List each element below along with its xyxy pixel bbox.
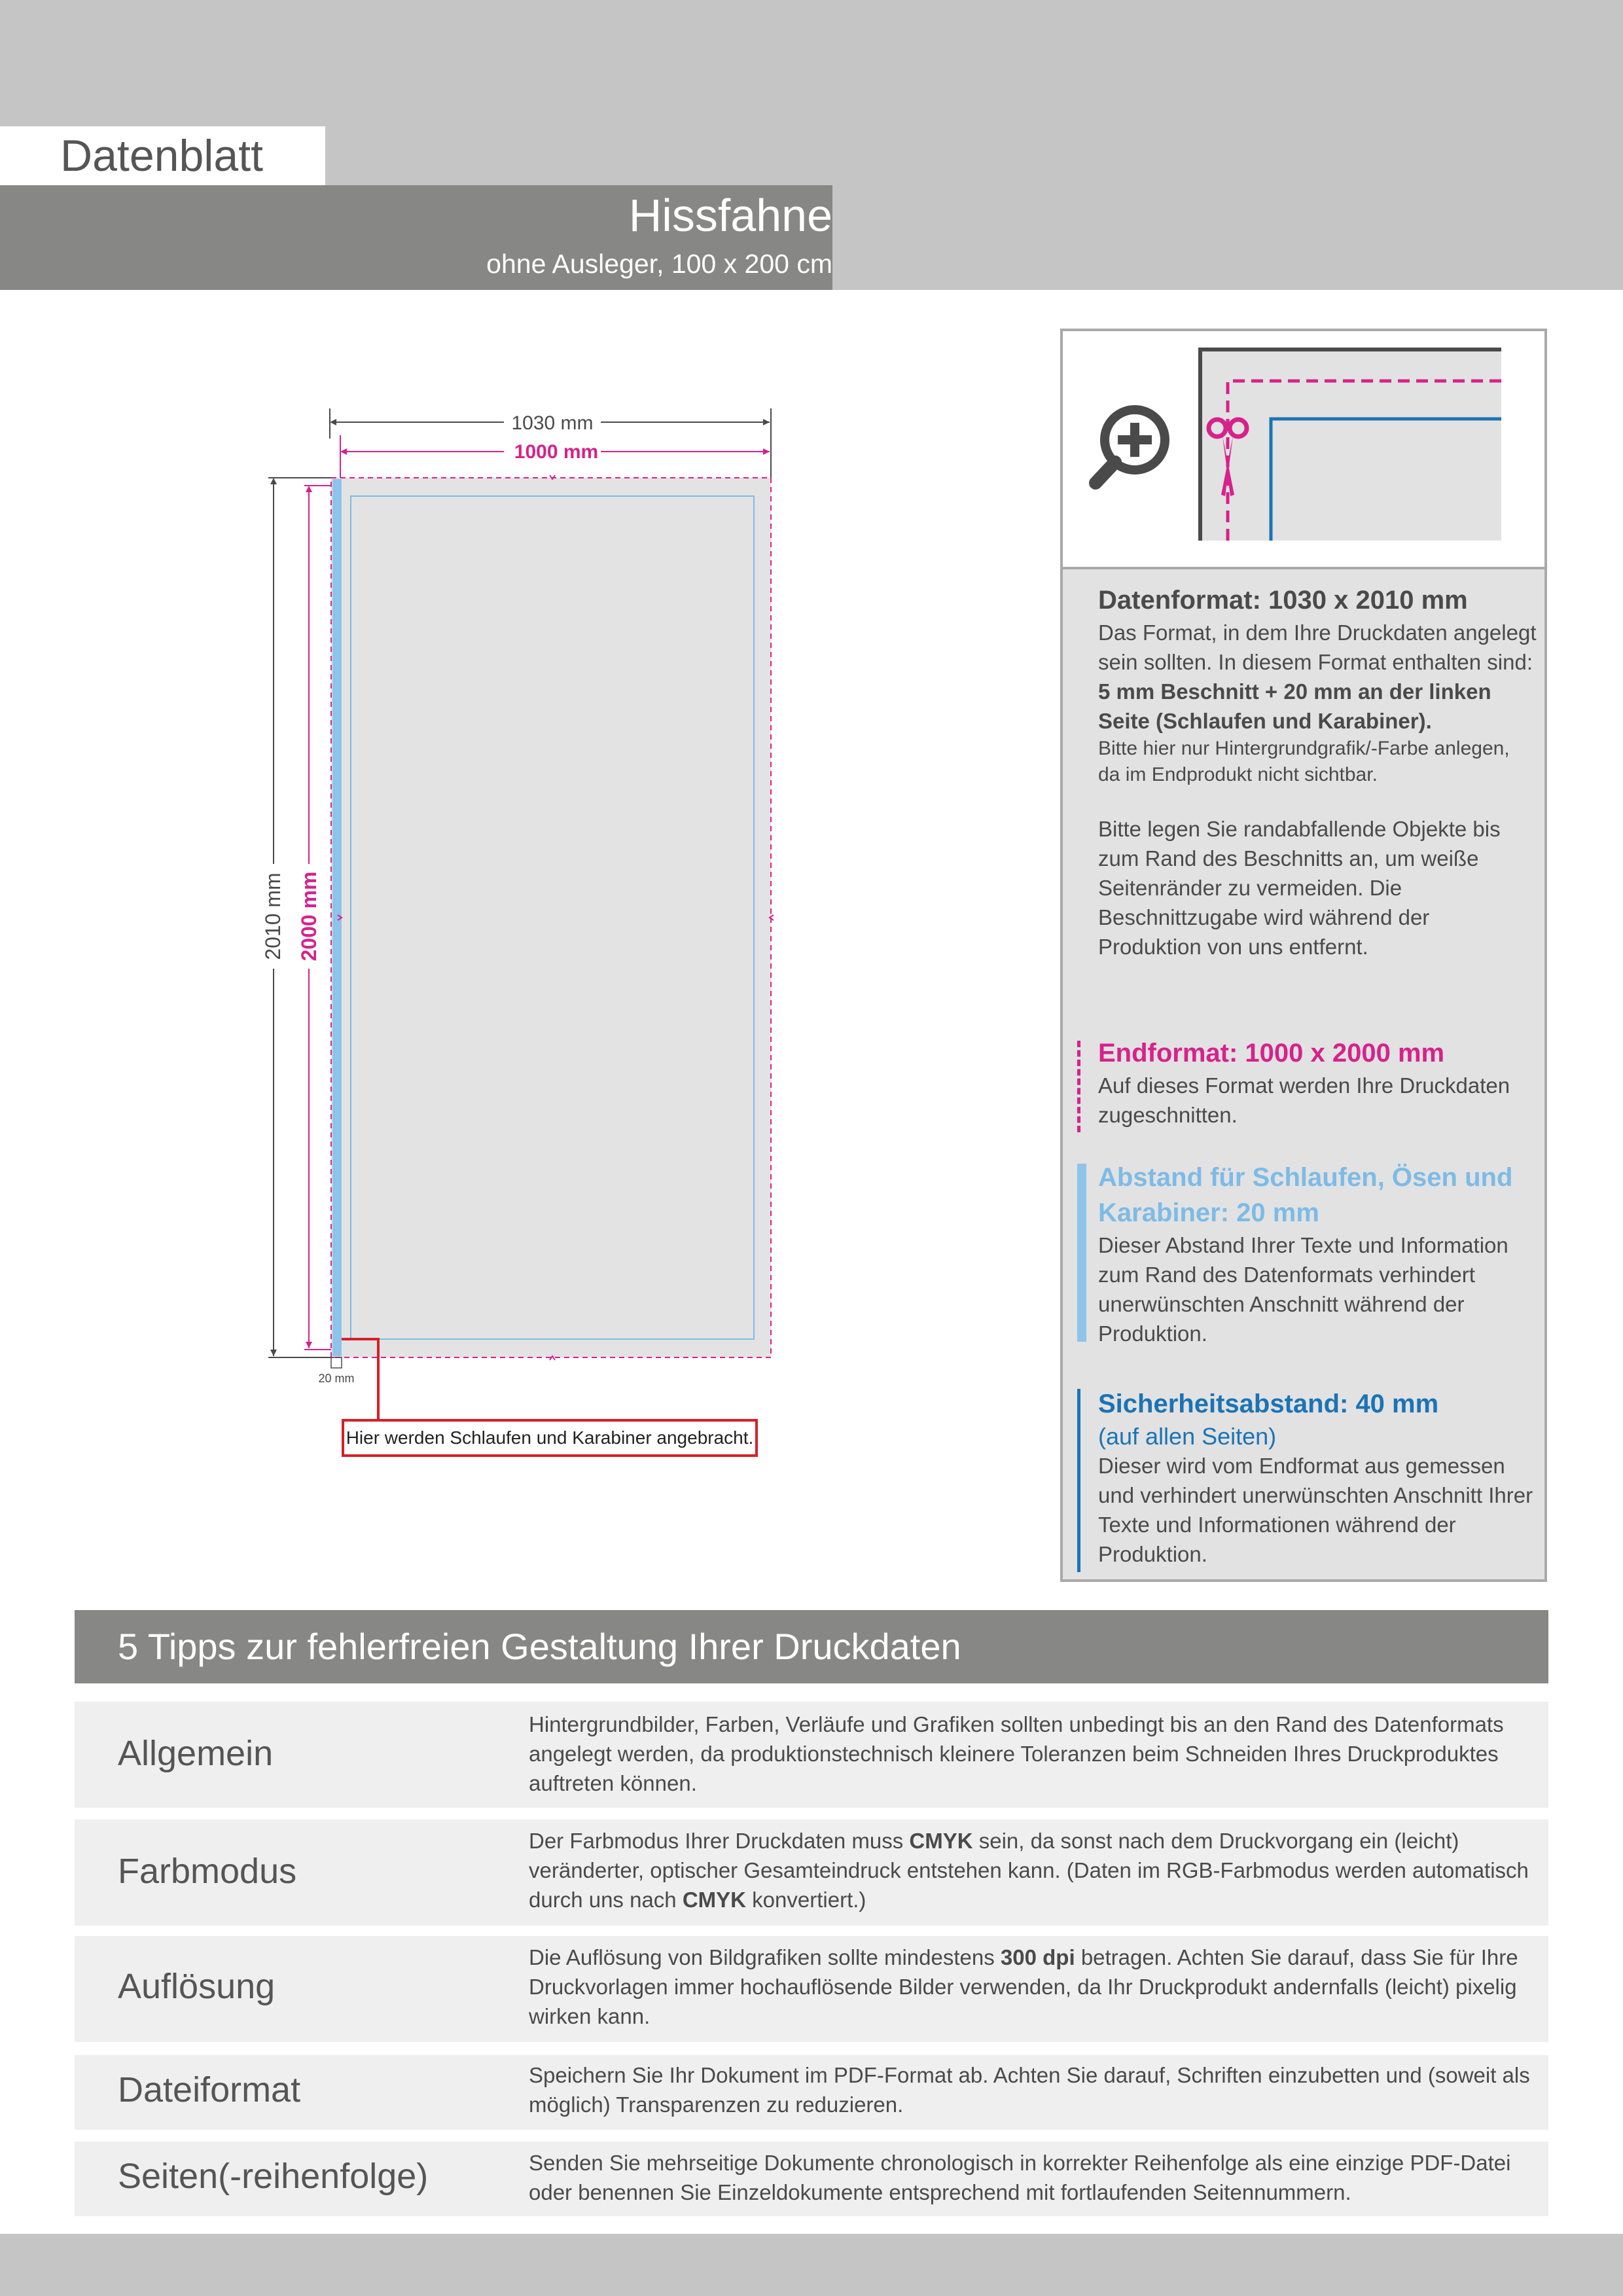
format-diagram xyxy=(236,393,825,1473)
corner-detail xyxy=(1200,350,1501,541)
abstand-marker xyxy=(1077,1164,1086,1342)
sicherheit-marker xyxy=(1077,1389,1080,1572)
left-margin-label: 20 mm xyxy=(318,1372,355,1385)
height-inner-label: 2000 mm xyxy=(297,871,321,961)
product-subtitle: ohne Ausleger, 100 x 200 cm xyxy=(486,249,832,279)
sicherheit-text: Dieser wird vom Endformat aus gemessen und verhindert unerwünschten Anschnitt Ihrer Texte und Informationen während der Produktion. xyxy=(1098,1454,1533,1566)
abstand-title: Abstand für Schlaufen, Ösen und Karabiner: 20 mm xyxy=(1098,1163,1513,1227)
endformat-title: Endformat: 1000 x 2000 mm xyxy=(1098,1039,1445,1067)
width-outer-label: 1030 mm xyxy=(511,412,594,434)
endformat-text: Auf dieses Format werden Ihre Druckdaten zugeschnitten. xyxy=(1098,1073,1510,1127)
abstand-section xyxy=(1098,1160,1537,1348)
zoom-detail xyxy=(1063,331,1544,569)
tip-label-farbmodus: Farbmodus xyxy=(118,1852,297,1891)
datenformat-note: Bitte hier nur Hintergrundgrafik/-Farbe anlegen, da im Endprodukt nicht sichtbar. xyxy=(1098,738,1510,785)
tip-text-aufloesung: Die Auflösung von Bildgrafiken sollte mindestens 300 dpi betragen. Achten Sie darauf, dass Sie für Ihre Druckvorlagen immer hochauflösende Bilder verwenden, da Ihr Druckprodukt andernfalls (leicht) pixelig wirken kann. xyxy=(529,1945,1518,2028)
tip-label-allgemein: Allgemein xyxy=(118,1734,274,1773)
tip-label-dateiformat: Dateiformat xyxy=(118,2070,301,2109)
loop-strip xyxy=(332,479,342,1356)
product-title: Hissfahne xyxy=(628,190,832,241)
datenformat-section xyxy=(1098,583,1537,961)
data-format-area xyxy=(331,478,771,1357)
tip-label-seiten: Seiten(-reihenfolge) xyxy=(118,2157,429,2196)
endformat-section xyxy=(1098,1035,1537,1130)
bottom-band xyxy=(0,2234,1623,2296)
sicherheit-title: Sicherheitsabstand: 40 mm xyxy=(1098,1390,1439,1418)
zoom-in-icon xyxy=(1096,410,1165,483)
height-inner-dimension xyxy=(297,486,334,1350)
datenformat-text-2: Bitte legen Sie randabfallende Objekte bis zum Rand des Beschnitts an, um weiße Seitenränder zu vermeiden. Die Beschnittzugabe wird während der Produktion von uns entfernt. xyxy=(1098,817,1501,959)
datenformat-title: Datenformat: 1030 x 2010 mm xyxy=(1098,586,1468,615)
sicherheit-section xyxy=(1098,1386,1537,1569)
width-inner-dimension xyxy=(340,435,770,478)
width-inner-label: 1000 mm xyxy=(514,441,599,463)
callout-text: Hier werden Schlaufen und Karabiner angebracht. xyxy=(346,1427,754,1448)
tip-text-dateiformat: Speichern Sie Ihr Dokument im PDF-Format ab. Achten Sie darauf, Schriften einzubetten und (soweit als möglich) Transparenzen zu reduzieren. xyxy=(529,2063,1530,2117)
tip-label-aufloesung: Auflösung xyxy=(118,1967,276,2006)
height-outer-label: 2010 mm xyxy=(261,872,285,960)
datenblatt-label: Datenblatt xyxy=(60,131,263,181)
tip-text-farbmodus: Der Farbmodus Ihrer Druckdaten muss CMYK sein, da sonst nach dem Druckvorgang ein (leicht) veränderter, optischer Gesamteindruck entstehen kann. (Daten im RGB-Farbmodus werden automatisch durch uns nach CMYK konvertiert.) xyxy=(529,1829,1529,1912)
tip-text-seiten: Senden Sie mehrseitige Dokumente chronologisch in korrekter Reihenfolge als eine einzige PDF-Datei oder benennen Sie Einzeldokumente entsprechend mit fortlaufenden Seitennummern. xyxy=(529,2151,1511,2204)
abstand-text: Dieser Abstand Ihrer Texte und Information zum Rand des Datenformats verhindert unerwünschten Anschnitt während der Produktion. xyxy=(1098,1233,1508,1346)
datenformat-text: Das Format, in dem Ihre Druckdaten angelegt sein sollten. In diesem Format enthalten sind: 5 mm Beschnitt + 20 mm an der linken Seite (Schlaufen und Karabiner). xyxy=(1098,620,1537,733)
tips-title: 5 Tipps zur fehlerfreien Gestaltung Ihrer Druckdaten xyxy=(118,1626,961,1667)
tip-text-allgemein: Hintergrundbilder, Farben, Verläufe und Grafiken sollten unbedingt bis an den Rand des Datenformats angelegt werden, da produktionstechnisch kleinere Toleranzen beim Schneiden Ihres Druckproduktes auftreten können. xyxy=(529,1712,1504,1795)
endformat-marker xyxy=(1077,1041,1080,1132)
sicherheit-sub: (auf allen Seiten) xyxy=(1098,1423,1277,1450)
